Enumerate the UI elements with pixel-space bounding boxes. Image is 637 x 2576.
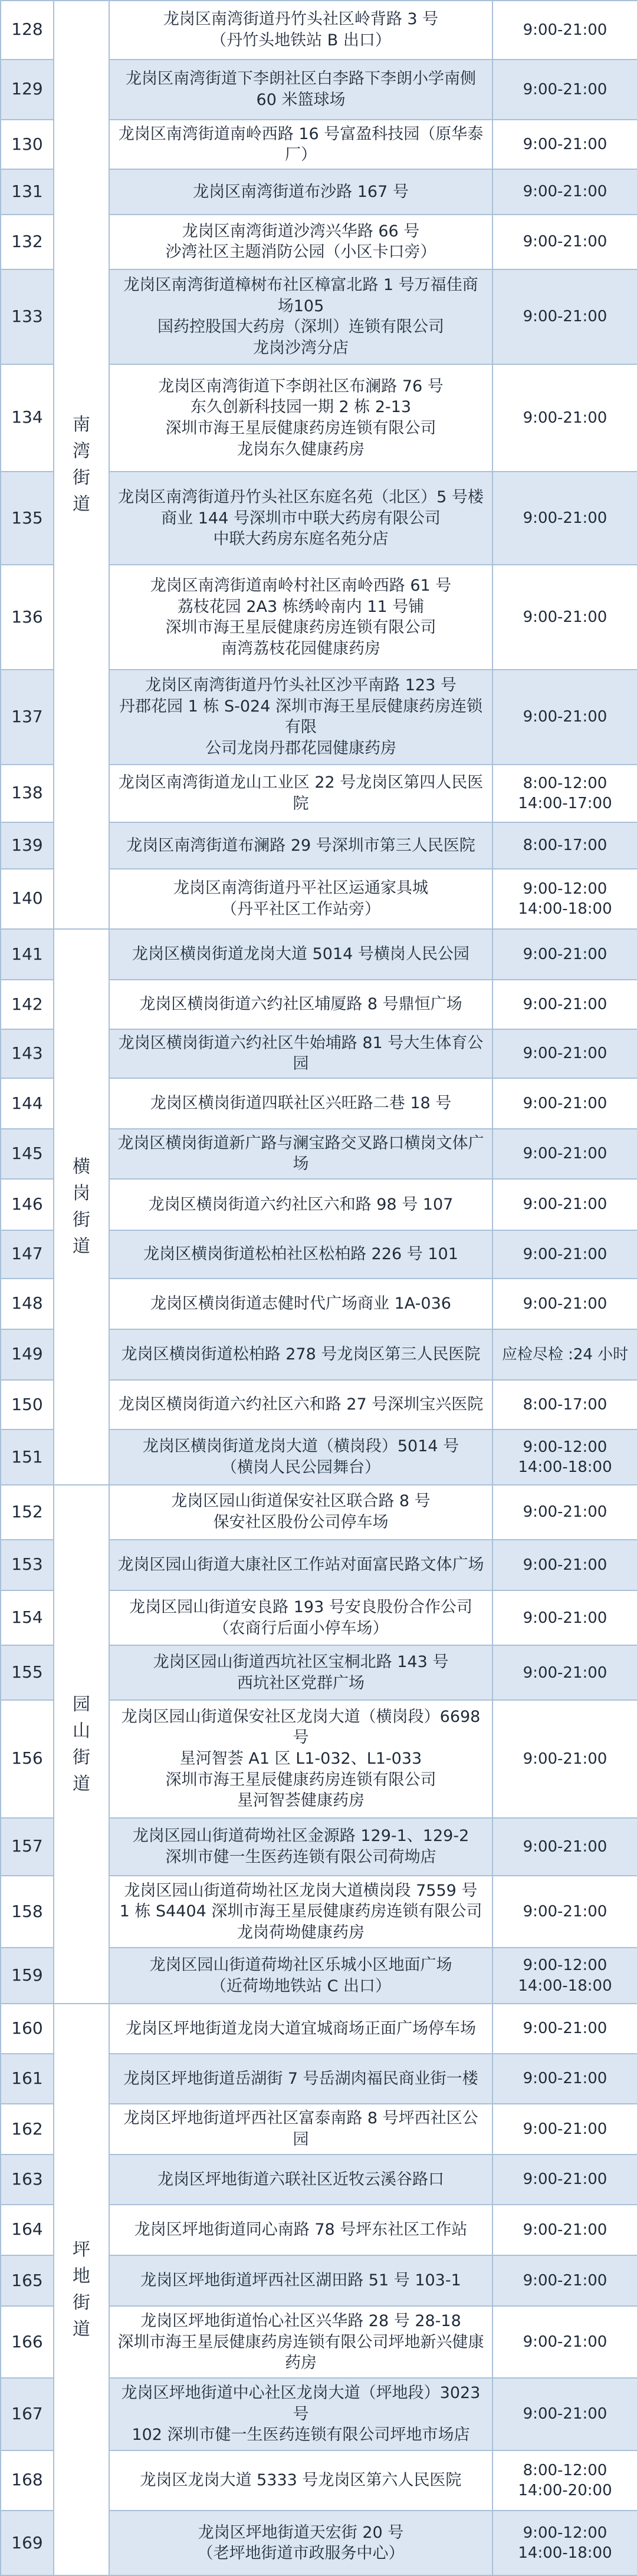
address-line: 龙岗区横岗街道六约社区埔厦路 8 号鼎恒广场 (139, 995, 462, 1014)
hours-line: 9:00-21:00 (523, 1145, 608, 1163)
row-number: 147 (1, 1230, 54, 1279)
row-number: 162 (1, 2104, 54, 2154)
hours-line: 9:00-21:00 (523, 135, 608, 153)
address-cell (109, 472, 492, 565)
row-number: 159 (1, 1948, 54, 2004)
address-line: 龙岗区横岗街道志健时代广场商业 1A-036 (150, 1294, 451, 1313)
address-line: 南湾荔枝花园健康药房 (221, 639, 380, 658)
address-cell (109, 60, 492, 120)
address-line: 龙岗区南湾街道丹平社区运通家具城 (173, 879, 428, 898)
hours-line: 9:00-21:00 (523, 1609, 608, 1627)
hours-line: 应检尽检 :24 小时 (501, 1345, 629, 1363)
hours-cell (492, 1590, 637, 1645)
table-body (1, 1, 637, 2575)
hours-cell (492, 269, 637, 364)
row-number: 165 (1, 2255, 54, 2307)
address-cell (109, 1876, 492, 1948)
hours-line: 9:00-21:00 (523, 2333, 608, 2351)
address-cell (109, 2054, 492, 2104)
row-number: 155 (1, 1645, 54, 1700)
hours-cell (492, 1948, 637, 2004)
row-number: 157 (1, 1818, 54, 1876)
row-number: 149 (1, 1329, 54, 1381)
hours-cell (492, 1078, 637, 1128)
address-line: 龙岗区坪地街道六联社区近牧云溪谷路口 (157, 2170, 444, 2189)
hours-cell (492, 60, 637, 120)
address-cell (109, 1179, 492, 1230)
hours-cell (492, 2004, 637, 2053)
hours-line: 9:00-21:00 (523, 995, 608, 1013)
address-line: 龙岗区南湾街道丹竹头社区东庭名苑（北区）5 号楼 (118, 487, 484, 506)
row-number: 128 (1, 1, 54, 60)
address-line: 丹郡花园 1 栋 S-024 深圳市海王星辰健康药房连锁有限 (119, 697, 482, 737)
address-cell (109, 929, 492, 980)
address-line: 星河智荟 A1 区 L1-032、L1-033 (179, 1750, 422, 1768)
address-cell (109, 869, 492, 929)
street-name: 横岗街道 (73, 1157, 90, 1257)
hours-line: 9:00-21:00 (523, 2170, 608, 2189)
hours-cell (492, 1029, 637, 1079)
address-line: 龙岗区坪地街道中心社区龙岗大道（坪地段）3023 号 (121, 2384, 481, 2423)
hours-cell (492, 1700, 637, 1817)
street-cell (54, 929, 109, 1485)
hours-line: 14:00-18:00 (518, 1977, 612, 1995)
address-line: 龙岗区南湾街道布沙路 167 号 (193, 182, 409, 201)
row-number: 130 (1, 120, 54, 169)
row-number: 141 (1, 929, 54, 980)
hours-line: 9:00-21:00 (523, 2271, 608, 2290)
address-line: 龙岗区南湾街道樟树布社区樟富北路 1 号万福佳商场105 (123, 275, 478, 315)
address-cell (109, 269, 492, 364)
hours-line: 8:00-12:00 (523, 774, 608, 792)
row-number: 168 (1, 2450, 54, 2511)
address-line: 102 深圳市健一生医药连锁有限公司坪地市场店 (132, 2426, 470, 2445)
hours-cell (492, 1540, 637, 1591)
hours-cell (492, 1645, 637, 1700)
hours-cell (492, 1279, 637, 1329)
row-number: 150 (1, 1380, 54, 1429)
address-line: 龙岗区南湾街道龙山工业区 22 号龙岗区第四人民医院 (118, 773, 484, 813)
address-cell (109, 1818, 492, 1876)
hours-line: 14:00-18:00 (518, 900, 612, 918)
row-number: 154 (1, 1590, 54, 1645)
address-line: 深圳市海王星辰健康药房连锁有限公司 (165, 1770, 436, 1789)
hours-cell (492, 1230, 637, 1279)
address-line: （农商行后面小停车场） (213, 1619, 389, 1638)
address-line: 沙湾社区主题消防公园（小区卡口旁） (165, 243, 436, 262)
row-number: 151 (1, 1429, 54, 1484)
address-line: 龙岗区园山街道保安社区联合路 8 号 (171, 1492, 431, 1511)
row-number: 160 (1, 2004, 54, 2053)
row-number: 163 (1, 2155, 54, 2205)
row-number: 158 (1, 1876, 54, 1948)
address-line: 龙岗区横岗街道龙岗大道 5014 号横岗人民公园 (132, 945, 469, 964)
row-number: 144 (1, 1078, 54, 1128)
address-cell (109, 1029, 492, 1079)
street-cell (54, 2004, 109, 2575)
hours-line: 14:00-18:00 (518, 1458, 612, 1476)
address-line: 龙岗荷坳健康药房 (237, 1923, 365, 1942)
address-line: 龙岗区横岗街道龙岗大道（横岗段）5014 号 (142, 1437, 459, 1456)
hours-line: 14:00-18:00 (518, 2544, 612, 2562)
hours-line: 9:00-21:00 (523, 1663, 608, 1682)
address-line: 龙岗区园山街道安良路 193 号安良股份合作公司 (129, 1598, 472, 1617)
table-row (1, 2004, 637, 2053)
address-cell (109, 2004, 492, 2053)
address-cell (109, 1485, 492, 1540)
address-cell (109, 1540, 492, 1591)
hours-line: 9:00-21:00 (523, 2120, 608, 2138)
hours-cell (492, 2104, 637, 2154)
street-cell (54, 1485, 109, 2004)
hours-line: 9:00-21:00 (523, 509, 608, 528)
hours-cell (492, 2378, 637, 2450)
address-line: 龙岗区横岗街道新广路与澜宝路交叉路口横岗文体广场 (117, 1134, 484, 1174)
hours-line: 8:00-17:00 (523, 836, 608, 855)
hours-cell (492, 215, 637, 269)
address-line: 龙岗区南湾街道下李朗社区布澜路 76 号 (158, 377, 444, 396)
hours-cell (492, 670, 637, 765)
address-line: 龙岗区横岗街道六约社区六和路 98 号 107 (148, 1195, 454, 1214)
hours-line: 8:00-17:00 (523, 1396, 608, 1414)
address-cell (109, 565, 492, 669)
address-line: 龙岗区横岗街道六约社区牛始埔路 81 号大生体育公园 (118, 1033, 484, 1073)
hours-cell (492, 2255, 637, 2307)
row-number: 140 (1, 869, 54, 929)
address-line: 龙岗区坪地街道坪西社区湖田路 51 号 103-1 (140, 2271, 461, 2290)
address-line: 龙岗区横岗街道松柏社区松柏路 226 号 101 (143, 1245, 458, 1264)
address-cell (109, 2306, 492, 2378)
hours-cell (492, 1, 637, 60)
hours-line: 9:00-21:00 (523, 80, 608, 98)
row-number: 156 (1, 1700, 54, 1817)
address-cell (109, 1590, 492, 1645)
row-number: 143 (1, 1029, 54, 1079)
hours-line: 9:00-21:00 (523, 1195, 608, 1214)
address-cell (109, 1429, 492, 1484)
address-line: 国药控股国大药房（深圳）连锁有限公司 (157, 318, 444, 337)
street-name: 坪地街道 (73, 2239, 90, 2340)
address-line: （丹平社区工作站旁） (221, 900, 380, 918)
hours-line: 9:00-21:00 (523, 945, 608, 963)
table-row (1, 1, 637, 60)
address-cell (109, 1645, 492, 1700)
address-cell (109, 1948, 492, 2004)
hours-cell (492, 980, 637, 1029)
hours-cell (492, 2511, 637, 2575)
hours-line: 9:00-21:00 (523, 409, 608, 427)
row-number: 138 (1, 765, 54, 822)
address-line: 龙岗区南湾街道南岭村社区南岭西路 61 号 (150, 576, 452, 595)
hours-cell (492, 120, 637, 169)
hours-line: 9:00-21:00 (523, 183, 608, 201)
hours-cell (492, 472, 637, 565)
hours-line: 9:00-21:00 (523, 1045, 608, 1063)
address-line: （横岗人民公园舞台） (221, 1458, 380, 1477)
address-cell (109, 2450, 492, 2511)
hours-line: 9:00-12:00 (523, 1956, 608, 1975)
row-number: 137 (1, 670, 54, 765)
address-line: 龙岗区横岗街道六约社区六和路 27 号深圳宝兴医院 (118, 1395, 484, 1414)
row-number: 136 (1, 565, 54, 669)
address-line: 龙岗区园山街道荷坳社区乐城小区地面广场 (149, 1956, 452, 1975)
row-number: 142 (1, 980, 54, 1029)
hours-cell (492, 364, 637, 472)
hours-cell (492, 2306, 637, 2378)
hours-line: 9:00-12:00 (523, 2524, 608, 2542)
address-line: 龙岗东久健康药房 (237, 440, 365, 459)
address-cell (109, 120, 492, 169)
hours-line: 9:00-21:00 (523, 1750, 608, 1768)
hours-cell (492, 1129, 637, 1179)
hours-line: 9:00-21:00 (523, 2020, 608, 2038)
hours-cell (492, 1818, 637, 1876)
row-number: 146 (1, 1179, 54, 1230)
hours-cell (492, 765, 637, 822)
address-line: 1 栋 S4404 深圳市海王星辰健康药房连锁有限公司 (119, 1902, 482, 1921)
address-line: 龙岗区南湾街道丹竹头社区沙平南路 123 号 (145, 676, 457, 694)
address-line: 龙岗区园山街道荷坳社区金源路 129-1、129-2 (132, 1827, 469, 1846)
address-line: 龙岗区南湾街道沙湾兴华路 66 号 (182, 222, 420, 241)
hours-line: 9:00-21:00 (523, 608, 608, 626)
address-line: （近荷坳地铁站 C 出口） (210, 1977, 392, 1995)
hours-line: 9:00-21:00 (523, 1556, 608, 1574)
address-line: 龙岗区横岗街道四联社区兴旺路二巷 18 号 (150, 1094, 452, 1113)
address-line: 龙岗区园山街道荷坳社区龙岗大道横岗段 7559 号 (124, 1881, 478, 1900)
address-cell (109, 1329, 492, 1381)
address-line: 龙岗区南湾街道南岭西路 16 号富盈科技园（原华泰厂） (118, 124, 484, 164)
address-line: 公司龙岗丹郡花园健康药房 (205, 739, 396, 757)
hours-line: 14:00-17:00 (518, 794, 612, 812)
hours-cell (492, 822, 637, 869)
address-cell (109, 1230, 492, 1279)
address-cell (109, 1700, 492, 1817)
address-cell (109, 2155, 492, 2205)
street-name: 园山街道 (73, 1694, 90, 1794)
hours-cell (492, 1876, 637, 1948)
address-cell (109, 1279, 492, 1329)
hours-cell (492, 169, 637, 215)
row-number: 167 (1, 2378, 54, 2450)
address-line: 龙岗区南湾街道布澜路 29 号深圳市第三人民医院 (126, 836, 475, 855)
address-cell (109, 822, 492, 869)
address-cell (109, 2378, 492, 2450)
address-cell (109, 980, 492, 1029)
row-number: 132 (1, 215, 54, 269)
row-number: 135 (1, 472, 54, 565)
address-cell (109, 1078, 492, 1128)
row-number: 131 (1, 169, 54, 215)
hours-cell (492, 2205, 637, 2255)
address-line: 深圳市海王星辰健康药房连锁有限公司 (165, 618, 436, 637)
hours-cell (492, 1485, 637, 1540)
table-row (1, 929, 637, 980)
address-cell (109, 169, 492, 215)
hours-line: 8:00-12:00 (523, 2461, 608, 2479)
address-line: 龙岗区坪地街道龙岗大道宜城商场正面广场停车场 (126, 2019, 476, 2038)
address-line: 龙岗区园山街道大康社区工作站对面富民路文体广场 (117, 1556, 484, 1574)
street-cell (54, 1, 109, 929)
address-line: 星河智荟健康药房 (237, 1791, 365, 1810)
address-line: 龙岗区南湾街道丹竹头社区岭背路 3 号 (163, 10, 439, 29)
hours-line: 9:00-21:00 (523, 308, 608, 326)
row-number: 164 (1, 2205, 54, 2255)
address-cell (109, 215, 492, 269)
address-line: 保安社区股份公司停车场 (213, 1513, 389, 1532)
address-line: 深圳市海王星辰健康药房连锁有限公司 (165, 419, 436, 437)
hours-cell (492, 2450, 637, 2511)
address-cell (109, 1, 492, 60)
row-number: 152 (1, 1485, 54, 1540)
address-line: 龙岗区南湾街道下李朗社区白李路下李朗小学南侧 (126, 70, 476, 88)
address-line: 龙岗区坪地街道怡心社区兴华路 28 号 28-18 (140, 2311, 461, 2330)
address-line: （老坪地街道市政服务中心） (197, 2544, 405, 2563)
row-number: 129 (1, 60, 54, 120)
address-line: 中联大药房东庭名苑分店 (213, 530, 389, 549)
hours-line: 9:00-21:00 (523, 1902, 608, 1921)
hours-line: 9:00-21:00 (523, 1294, 608, 1313)
hours-line: 9:00-21:00 (523, 2405, 608, 2423)
row-number: 161 (1, 2054, 54, 2104)
address-line: 西坑社区党群广场 (237, 1674, 365, 1692)
hours-cell (492, 1179, 637, 1230)
hours-line: 9:00-12:00 (523, 879, 608, 898)
row-number: 148 (1, 1279, 54, 1329)
address-line: 龙岗区坪地街道岳湖街 7 号岳湖肉福民商业街一楼 (123, 2069, 478, 2088)
address-cell (109, 2255, 492, 2307)
row-number: 145 (1, 1129, 54, 1179)
address-line: 深圳市海王星辰健康药房连锁有限公司坪地新兴健康药房 (117, 2333, 484, 2373)
row-number: 166 (1, 2306, 54, 2378)
row-number: 139 (1, 822, 54, 869)
row-number: 134 (1, 364, 54, 472)
hours-line: 9:00-21:00 (523, 1245, 608, 1263)
address-cell (109, 2205, 492, 2255)
address-line: 荔枝花园 2A3 栋绣岭南内 11 号铺 (177, 597, 425, 616)
hours-line: 9:00-21:00 (523, 21, 608, 39)
street-name: 南湾街道 (73, 414, 90, 515)
hours-cell (492, 869, 637, 929)
address-line: 龙岗区坪地街道天宏街 20 号 (198, 2523, 404, 2542)
address-cell (109, 1380, 492, 1429)
table-row (1, 1485, 637, 1540)
address-line: 龙岗区龙岗大道 5333 号龙岗区第六人民医院 (140, 2471, 462, 2490)
hours-line: 9:00-21:00 (523, 1094, 608, 1112)
row-number: 133 (1, 269, 54, 364)
address-line: 商业 144 号深圳市中联大药房有限公司 (161, 509, 441, 528)
hours-cell (492, 2054, 637, 2104)
address-cell (109, 2104, 492, 2154)
address-line: 深圳市健一生医药连锁有限公司荷坳店 (165, 1847, 436, 1866)
address-line: 龙岗区坪地街道同心南路 78 号坪东社区工作站 (134, 2221, 468, 2239)
hours-cell (492, 1429, 637, 1484)
address-line: （丹竹头地铁站 B 出口） (211, 31, 391, 50)
address-line: 龙岗区园山街道西坑社区宝桐北路 143 号 (153, 1653, 449, 1672)
hours-line: 9:00-12:00 (523, 1438, 608, 1456)
address-line: 60 米篮球场 (256, 90, 346, 109)
hours-cell (492, 565, 637, 669)
address-cell (109, 670, 492, 765)
address-line: 龙岗区坪地街道坪西社区富泰南路 8 号坪西社区公园 (123, 2109, 478, 2149)
address-cell (109, 1129, 492, 1179)
hours-line: 9:00-21:00 (523, 708, 608, 726)
hours-cell (492, 1380, 637, 1429)
address-line: 龙岗区横岗街道松柏路 278 号龙岗区第三人民医院 (121, 1345, 481, 1363)
hours-cell (492, 1329, 637, 1381)
address-cell (109, 765, 492, 822)
address-cell (109, 2511, 492, 2575)
address-line: 龙岗区园山街道保安社区龙岗大道（横岗段）6698 号 (121, 1707, 481, 1747)
hours-line: 9:00-21:00 (523, 2070, 608, 2088)
hours-line: 9:00-21:00 (523, 1503, 608, 1521)
hours-line: 9:00-21:00 (523, 233, 608, 251)
hours-line: 9:00-21:00 (523, 2221, 608, 2239)
row-number: 169 (1, 2511, 54, 2575)
hours-cell (492, 2155, 637, 2205)
hours-cell (492, 929, 637, 980)
hours-line: 9:00-21:00 (523, 1837, 608, 1856)
address-line: 东久创新科技园一期 2 栋 2-13 (190, 398, 412, 417)
address-cell (109, 364, 492, 472)
address-line: 龙岗沙湾分店 (253, 338, 349, 357)
row-number: 153 (1, 1540, 54, 1591)
hours-line: 14:00-20:00 (518, 2481, 612, 2499)
